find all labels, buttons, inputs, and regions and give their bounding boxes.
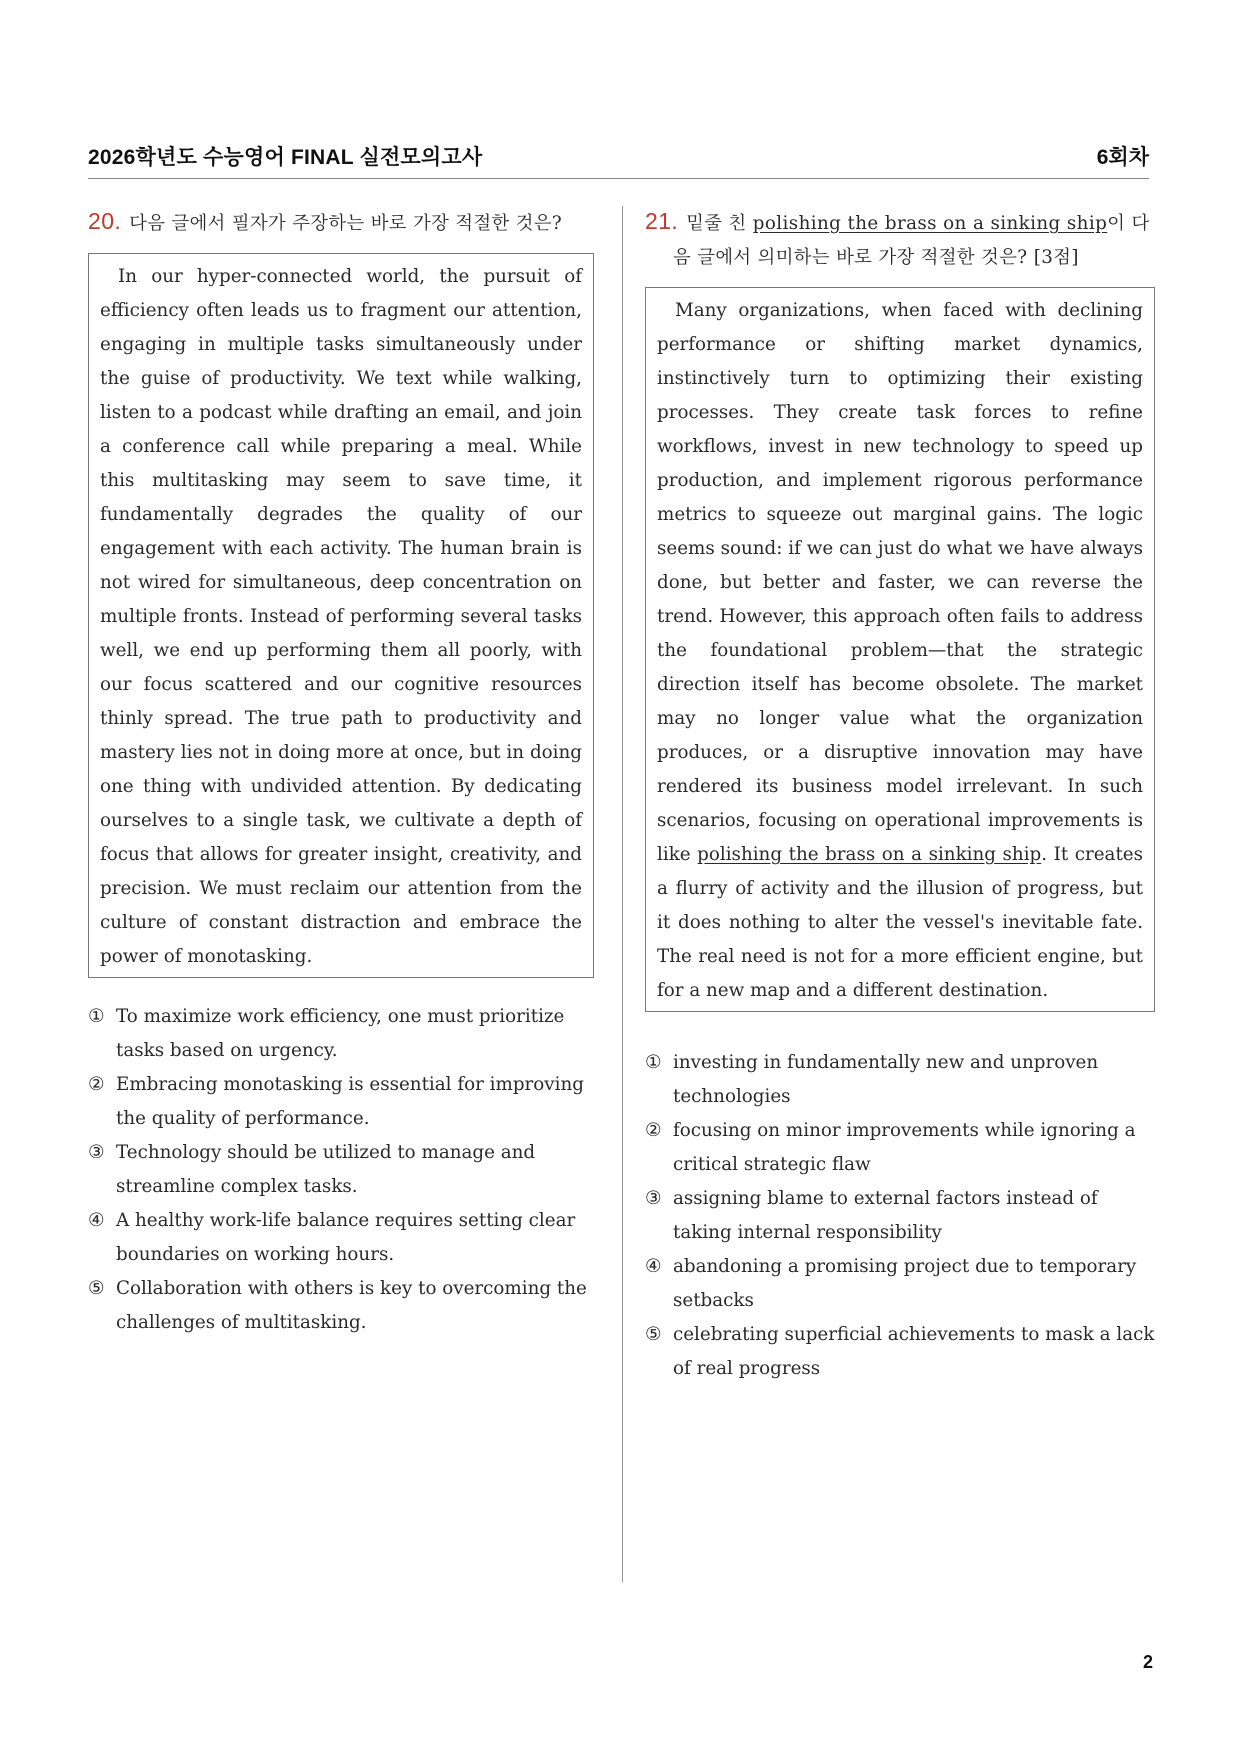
- question-20: [88, 204, 594, 1340]
- passage-box: [645, 287, 1155, 1012]
- choice-mark: ②: [645, 1120, 662, 1141]
- choice-1[interactable]: [645, 1046, 1155, 1114]
- choice-text: Embracing monotasking is essential for improving the quality of performance.: [116, 1074, 584, 1129]
- answer-choices: [645, 1046, 1155, 1386]
- choice-text: celebrating superficial achievements to mask a lack of real progress: [673, 1324, 1155, 1379]
- choice-mark: ⑤: [645, 1324, 662, 1345]
- choice-3[interactable]: [88, 1136, 594, 1204]
- choice-mark: ④: [88, 1210, 105, 1231]
- question-prompt-post: 이 다음 글에서 의미하는 바로 가장 적절한 것은? [3점]: [673, 213, 1150, 268]
- choice-text: Collaboration with others is key to overcoming the challenges of multitasking.: [116, 1278, 587, 1333]
- question-20-header: [88, 204, 594, 241]
- choice-text: investing in fundamentally new and unproven technologies: [673, 1052, 1099, 1107]
- choice-4[interactable]: [645, 1250, 1155, 1318]
- passage-text-post: . It creates a flurry of activity and the illusion of progress, but it does nothing to alter the vessel's inevitable fate. The real need is not for a more efficient engine, but for a new map and a different destination.: [657, 844, 1143, 1001]
- choice-mark: ①: [88, 1006, 105, 1027]
- question-number: 21.: [645, 208, 679, 234]
- session-label: 6회차: [1096, 146, 1149, 169]
- choice-1[interactable]: [88, 1000, 594, 1068]
- choice-mark: ③: [88, 1142, 105, 1163]
- choice-mark: ②: [88, 1074, 105, 1095]
- choice-2[interactable]: [645, 1114, 1155, 1182]
- answer-choices: [88, 1000, 594, 1340]
- passage-text: In our hyper-connected world, the pursuit of efficiency often leads us to fragment our attention, engaging in multiple tasks simultaneously under the guise of productivity. We text while walking, listen to a podcast while drafting an email, and join a conference call while preparing a meal. While this multitasking may seem to save time, it fundamentally degrades the quality of our engagement with each activity. The human brain is not wired for simultaneous, deep concentration on multiple fronts. Instead of performing several tasks well, we end up performing them all poorly, with our focus scattered and our cognitive resources thinly spread. The true path to productivity and mastery lies not in doing more at once, but in doing one thing with undivided attention. By dedicating ourselves to a single task, we cultivate a depth of focus that allows for greater insight, creativity, and precision. We must reclaim our attention from the culture of constant distraction and embrace the power of monotasking.: [100, 266, 582, 967]
- passage-text: [657, 294, 1143, 1008]
- choice-text: abandoning a promising project due to temporary setbacks: [673, 1256, 1137, 1311]
- column-divider: [622, 206, 623, 1582]
- question-21: [645, 204, 1155, 1386]
- passage-box: [88, 253, 594, 978]
- choice-3[interactable]: [645, 1182, 1155, 1250]
- choice-text: Technology should be utilized to manage and streamline complex tasks.: [116, 1142, 536, 1197]
- header-rule: [88, 178, 1149, 179]
- choice-2[interactable]: [88, 1068, 594, 1136]
- passage-underlined-phrase: polishing the brass on a sinking ship: [697, 844, 1042, 865]
- choice-5[interactable]: [645, 1318, 1155, 1386]
- page-number: 2: [1142, 1652, 1153, 1672]
- choice-text: To maximize work efficiency, one must prioritize tasks based on urgency.: [116, 1006, 565, 1061]
- choice-text: assigning blame to external factors instead of taking internal responsibility: [673, 1188, 1098, 1243]
- question-prompt-pre: 밑줄 친: [686, 213, 753, 234]
- choice-4[interactable]: [88, 1204, 594, 1272]
- choice-text: A healthy work-life balance requires setting clear boundaries on working hours.: [116, 1210, 576, 1265]
- choice-text: focusing on minor improvements while ignoring a critical strategic flaw: [673, 1120, 1136, 1175]
- choice-5[interactable]: [88, 1272, 594, 1340]
- exam-title: 2026학년도 수능영어 FINAL 실전모의고사: [88, 146, 483, 169]
- question-21-header: [645, 204, 1155, 275]
- question-prompt-underlined: polishing the brass on a sinking ship: [752, 213, 1108, 234]
- choice-mark: ④: [645, 1256, 662, 1277]
- choice-mark: ①: [645, 1052, 662, 1073]
- choice-mark: ③: [645, 1188, 662, 1209]
- question-prompt: 다음 글에서 필자가 주장하는 바로 가장 적절한 것은?: [129, 213, 563, 234]
- passage-text-pre: Many organizations, when faced with declining performance or shifting market dynamics, instinctively turn to optimizing their existing processes. They create task forces to refine workflows, invest in new technology to speed up production, and implement rigorous performance metrics to squeeze out marginal gains. The logic seems sound: if we can just do what we have always done, but better and faster, we can reverse the trend. However, this approach often fails to address the foundational problem—that the strategic direction itself has become obsolete. The market may no longer value what the organization produces, or a disruptive innovation may have rendered its business model irrelevant. In such scenarios, focusing on operational improvements is like: [657, 300, 1143, 865]
- choice-mark: ⑤: [88, 1278, 105, 1299]
- question-number: 20.: [88, 208, 122, 234]
